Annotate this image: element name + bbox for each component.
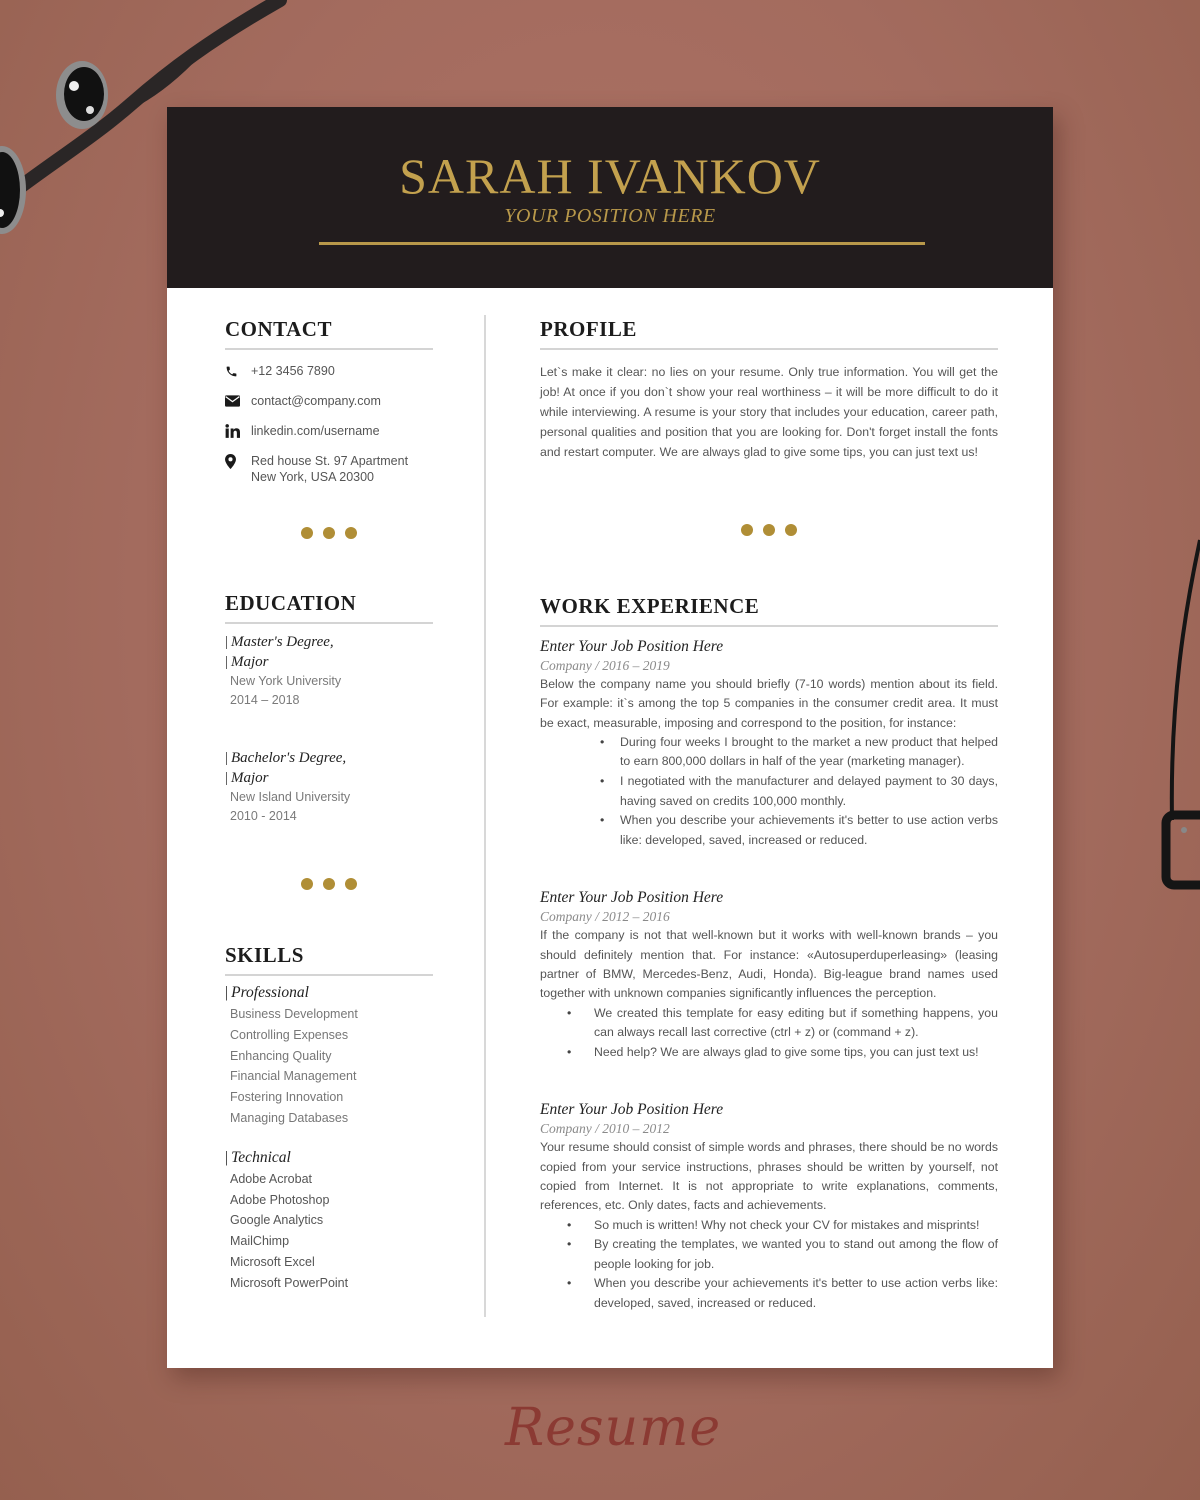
job-entry xyxy=(540,1100,998,1313)
job-bullet: • Need help? We are always glad to give some tips, you can just text us! xyxy=(540,1043,998,1063)
job-bullets xyxy=(540,1216,998,1314)
job-title: Enter Your Job Position Here xyxy=(540,1101,724,1119)
section-separator-dots xyxy=(540,524,998,536)
degree-name: Bachelor's Degree, xyxy=(231,750,347,766)
contact-list xyxy=(225,363,433,485)
left-column xyxy=(225,317,433,1294)
bar-marker: | xyxy=(225,654,229,670)
skill-item: Financial Management xyxy=(230,1069,357,1084)
education-item xyxy=(225,632,433,710)
skill-group-label: Technical xyxy=(231,1148,291,1166)
job-bullets xyxy=(540,1004,998,1063)
phone-icon xyxy=(225,363,251,379)
skill-group-label: Professional xyxy=(231,984,309,1001)
dot-icon xyxy=(763,524,775,536)
dot-icon xyxy=(345,878,357,890)
profile-title: PROFILE xyxy=(540,317,998,350)
skills-title: SKILLS xyxy=(225,943,433,976)
job-entry xyxy=(540,888,998,1062)
skill-item: Enhancing Quality xyxy=(230,1048,332,1063)
job-bullet: • During four weeks I brought to the market a new product that helped to earn 800,000 dollars in half of the year (marketing manager). xyxy=(540,733,998,772)
phone-text[interactable]: +12 3456 7890 xyxy=(251,364,335,378)
address-line-2: New York, USA 20300 xyxy=(251,470,374,484)
berry-icon xyxy=(0,146,26,234)
job-title: Enter Your Job Position Here xyxy=(540,889,724,907)
job-bullet: • By creating the templates, we wanted you to stand out among the flow of people looking for job. xyxy=(540,1235,998,1274)
school-years: 2014 – 2018 xyxy=(230,693,300,707)
linkedin-text[interactable]: linkedin.com/username xyxy=(251,424,380,438)
school-name: New York University xyxy=(230,674,342,688)
resume-script-label: Resume xyxy=(505,1398,722,1458)
degree-major: Major xyxy=(231,654,269,670)
candidate-name: SARAH IVANKOV xyxy=(399,148,821,204)
job-bullet: • I negotiated with the manufacturer and delayed payment to 30 days, having saved on credits 100,000 monthly. xyxy=(540,772,998,811)
job-bullet: • When you describe your achievements it's better to use action verbs like: developed, saved, increased or reduced. xyxy=(540,1274,998,1313)
eyeglasses-decoration xyxy=(1130,520,1200,900)
bar-marker: | xyxy=(225,770,229,786)
location-pin-icon xyxy=(225,453,251,469)
skill-item: Google Analytics xyxy=(230,1213,324,1228)
address-line-1: Red house St. 97 Apartment xyxy=(251,454,409,468)
berry-icon xyxy=(56,61,108,129)
skill-item: Managing Databases xyxy=(230,1110,349,1125)
dot-icon xyxy=(301,878,313,890)
email-text[interactable]: contact@company.com xyxy=(251,394,381,408)
dot-icon xyxy=(301,527,313,539)
contact-linkedin xyxy=(225,423,433,439)
school-name: New Island University xyxy=(230,790,351,804)
skill-item: Microsoft Excel xyxy=(230,1254,315,1269)
job-title: Enter Your Job Position Here xyxy=(540,638,724,655)
bar-marker: | xyxy=(225,634,229,650)
job-company: Company / 2016 – 2019 xyxy=(540,658,670,673)
contact-title: CONTACT xyxy=(225,317,433,350)
dot-icon xyxy=(741,524,753,536)
skill-item: Adobe Photoshop xyxy=(230,1192,330,1207)
work-experience-title: WORK EXPERIENCE xyxy=(540,594,998,627)
job-bullet: • We created this template for easy editing but if something happens, you can always recall last corrective (ctrl + z) or (command + z). xyxy=(540,1004,998,1043)
dot-icon xyxy=(785,524,797,536)
section-separator-dots xyxy=(225,878,433,890)
education-item xyxy=(225,748,433,826)
job-bullet: • So much is written! Why not check your CV for mistakes and misprints! xyxy=(540,1216,998,1236)
job-description: If the company is not that well-known but it works with well-known brands – you should definitely mention that. For instance: «Autosuperduperleasing» (leasing partner of BMW, Mercedes-Benz, Audi, Honda). Big-league brand names used together with unknown companies significantly influences the perception. xyxy=(540,928,998,1001)
job-entry xyxy=(540,637,998,850)
degree-name: Master's Degree, xyxy=(231,634,334,650)
dot-icon xyxy=(345,527,357,539)
skill-item: Controlling Expenses xyxy=(230,1027,349,1042)
header-divider xyxy=(319,242,925,245)
job-description: Your resume should consist of simple words and phrases, there should be no words copied from your service instructions, phrases should be written by yourself, not copied from Internet. It is not appropriate to write explanations, comments, references, etc. Only dates, facts and achievements. xyxy=(540,1140,998,1213)
skill-item: Adobe Acrobat xyxy=(230,1171,313,1186)
resume-page xyxy=(167,107,1053,1368)
skill-item: Microsoft PowerPoint xyxy=(230,1275,349,1290)
section-separator-dots xyxy=(225,527,433,539)
bar-marker: | xyxy=(225,984,229,1001)
skill-item: Fostering Innovation xyxy=(230,1090,344,1105)
skill-list xyxy=(225,1004,433,1129)
contact-address xyxy=(225,453,433,485)
school-years: 2010 - 2014 xyxy=(230,809,297,823)
education-title: EDUCATION xyxy=(225,591,433,624)
resume-header xyxy=(167,107,1053,288)
contact-phone xyxy=(225,363,433,379)
bar-marker: | xyxy=(225,750,229,766)
bar-marker: | xyxy=(225,1148,229,1166)
skill-item: Business Development xyxy=(230,1007,358,1021)
skills-technical xyxy=(225,1147,433,1294)
profile-text: Let`s make it clear: no lies on your resume. Only true information. You will get the job! At once if you don`t show your real worthiness – it will be more difficult to do it while interviewing. A resume is your story that includes your education, career path, personal qualities and position that you are looking for. Don't forget install the fonts and restart computer. We are always glad to give some tips, you can just text us! xyxy=(540,365,998,459)
job-company: Company / 2012 – 2016 xyxy=(540,909,670,925)
candidate-position: YOUR POSITION HERE xyxy=(504,205,716,227)
address-text xyxy=(251,453,408,485)
column-divider xyxy=(484,315,486,1317)
dot-icon xyxy=(323,527,335,539)
dot-icon xyxy=(323,878,335,890)
job-company: Company / 2010 – 2012 xyxy=(540,1121,670,1137)
job-bullets xyxy=(540,733,998,851)
right-column xyxy=(540,317,998,1314)
contact-email xyxy=(225,393,433,409)
degree-major: Major xyxy=(231,770,269,786)
job-description: Below the company name you should briefly (7-10 words) mention about its field. For example: it`s among the top 5 companies in the consumer credit area. It must be exact, measurable, imposing and correspond to the position, for instance: xyxy=(540,677,998,730)
envelope-icon xyxy=(225,393,251,409)
job-bullet: • When you describe your achievements it's better to use action verbs like: developed, saved, increased or reduced. xyxy=(540,811,998,850)
skills-professional xyxy=(225,982,433,1129)
skill-item: MailChimp xyxy=(230,1234,290,1249)
linkedin-icon xyxy=(225,423,251,439)
skill-list xyxy=(225,1169,433,1294)
